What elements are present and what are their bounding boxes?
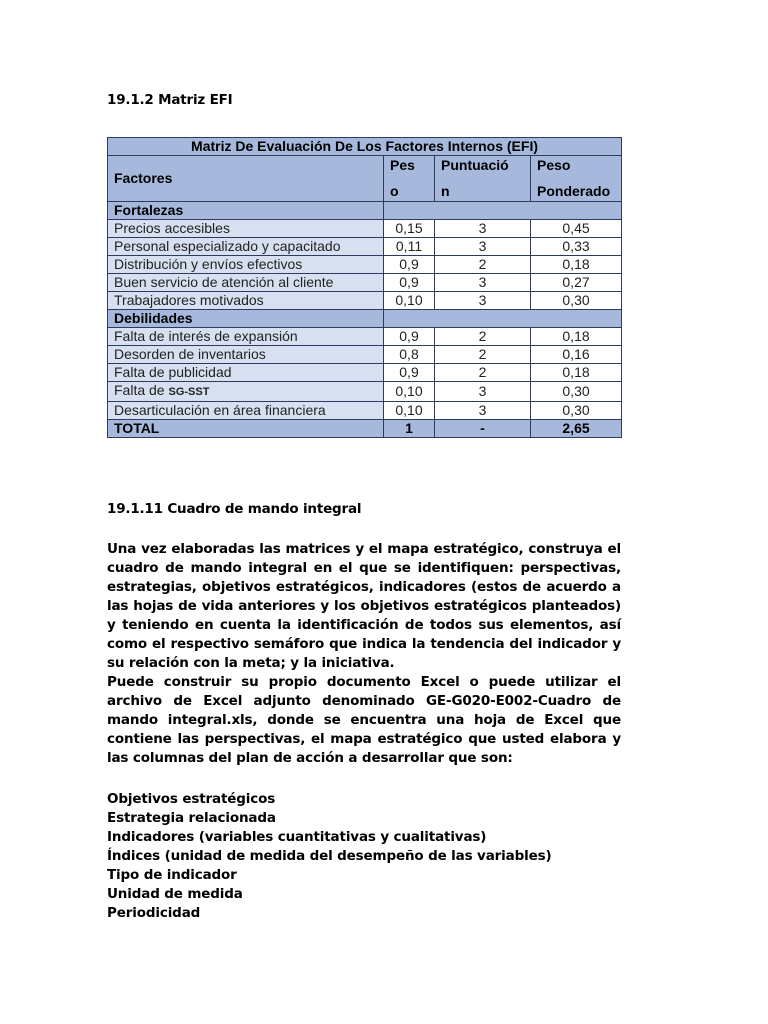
factor-cell [108,274,384,292]
peso-cell: 0,9 [384,364,435,382]
paragraph-instructions: Una vez elaboradas las matrices y el mapa estratégico, construya el cuadro de mando integral en el que se identifiquen: perspectivas, estrategias, objetivos estratégicos, indicadores (estos de acuerdo a las hojas de vida anteriores y los objetivos estratégicos planteados) y teniendo en cuenta la identificación de todos sus elementos, así como el respectivo semáforo que indica la tendencia del indicador y su relación con la meta; y la iniciativa. [107,541,621,671]
section-heading-efi: 19.1.2 Matriz EFI [107,92,233,108]
factor-label: Falta de [114,382,169,398]
peso-cell: 0,11 [384,238,435,256]
factor-label: Buen servicio de atención al cliente [114,274,334,290]
table-row [108,274,622,292]
factor-label: Personal especializado y capacitado [114,238,341,254]
peso-cell: 0,10 [384,292,435,310]
ponderado-cell: 0,30 [531,292,622,310]
list-item: Índices (unidad de medida del desempeño de las variables) [107,848,552,864]
puntuacion-cell: 2 [435,328,531,346]
ponderado-cell: 0,18 [531,256,622,274]
puntuacion-cell: 3 [435,274,531,292]
section-filler [384,202,622,220]
total-ponderado: 2,65 [531,420,622,438]
header-puntuacion-line1: Puntuació [441,157,509,173]
table-row [108,346,622,364]
table-row [108,292,622,310]
factor-cell [108,382,384,402]
puntuacion-cell: 2 [435,346,531,364]
factor-cell [108,364,384,382]
efi-matrix-table [107,137,622,438]
ponderado-cell: 0,16 [531,346,622,364]
factor-cell [108,292,384,310]
puntuacion-cell: 3 [435,402,531,420]
factor-cell [108,220,384,238]
list-item: Indicadores (variables cuantitativas y cualitativas) [107,829,487,845]
header-ponderado-line2: Ponderado [537,183,611,199]
factor-cell [108,328,384,346]
section-filler [384,310,622,328]
total-peso: 1 [384,420,435,438]
paragraph-excel: Puede construir su propio documento Excel o puede utilizar el archivo de Excel adjunto denominado GE-G020-E002-Cuadro de mando integral.xls, donde se encuentra una hoja de Excel que contiene las perspectivas, el mapa estratégico que usted elabora y las columnas del plan de acción a desarrollar que son: [107,674,621,766]
peso-cell: 0,8 [384,346,435,364]
puntuacion-cell: 3 [435,238,531,256]
section-label-fortalezas: Fortalezas [108,202,384,220]
ponderado-cell: 0,45 [531,220,622,238]
header-peso-line2: o [390,183,399,199]
list-item: Estrategia relacionada [107,810,276,826]
header-ponderado [531,156,622,202]
header-peso-line1: Pes [390,157,415,173]
fortalezas-rows [108,220,622,310]
factor-label: Distribución y envíos efectivos [114,256,303,272]
list-item: Periodicidad [107,905,201,921]
section-heading-cmi: 19.1.11 Cuadro de mando integral [107,501,362,517]
puntuacion-cell: 2 [435,364,531,382]
table-row [108,238,622,256]
table-row [108,328,622,346]
factor-label: Falta de publicidad [114,364,232,380]
peso-cell: 0,15 [384,220,435,238]
total-label: TOTAL [108,420,384,438]
table-row [108,256,622,274]
factor-label: Desorden de inventarios [114,346,266,362]
table-row [108,382,622,402]
factor-label: Falta de interés de expansión [114,328,298,344]
peso-cell: 0,10 [384,402,435,420]
puntuacion-cell: 2 [435,256,531,274]
table-title: Matriz De Evaluación De Los Factores Internos (EFI) [108,138,622,156]
ponderado-cell: 0,27 [531,274,622,292]
section-label-debilidades: Debilidades [108,310,384,328]
puntuacion-cell: 3 [435,292,531,310]
factor-cell [108,346,384,364]
puntuacion-cell: 3 [435,382,531,402]
ponderado-cell: 0,30 [531,402,622,420]
header-peso [384,156,435,202]
ponderado-cell: 0,18 [531,364,622,382]
factor-cell [108,402,384,420]
peso-cell: 0,9 [384,274,435,292]
ponderado-cell: 0,30 [531,382,622,402]
action-plan-columns-list [107,790,552,923]
header-puntuacion-line2: n [441,183,450,199]
factor-label: Precios accesibles [114,220,230,236]
factor-cell [108,256,384,274]
puntuacion-cell: 3 [435,220,531,238]
factor-cell [108,238,384,256]
total-puntuacion: - [435,420,531,438]
table-row [108,364,622,382]
list-item: Objetivos estratégicos [107,791,276,807]
debilidades-rows [108,328,622,420]
header-factores: Factores [108,156,384,202]
table-row [108,220,622,238]
ponderado-cell: 0,18 [531,328,622,346]
peso-cell: 0,9 [384,256,435,274]
list-item: Tipo de indicador [107,867,237,883]
peso-cell: 0,9 [384,328,435,346]
peso-cell: 0,10 [384,382,435,402]
factor-suffix: SG-SST [168,386,210,398]
factor-label: Desarticulación en área financiera [114,402,326,418]
list-item: Unidad de medida [107,886,243,902]
header-puntuacion [435,156,531,202]
ponderado-cell: 0,33 [531,238,622,256]
header-ponderado-line1: Peso [537,157,571,173]
factor-label: Trabajadores motivados [114,292,264,308]
table-row [108,402,622,420]
